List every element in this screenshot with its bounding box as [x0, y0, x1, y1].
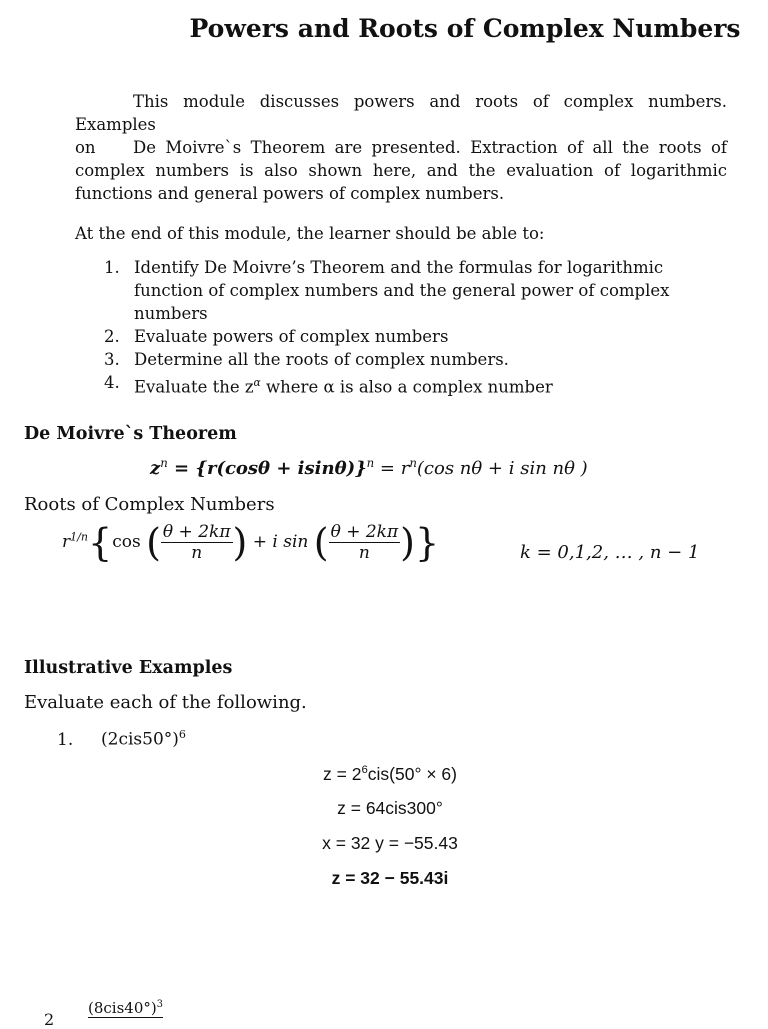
roots-heading: Roots of Complex Numbers [24, 494, 275, 515]
intro-line2-prefix: on [75, 138, 96, 157]
example-2-expr: $(8cis40^\circ)^3$ [88, 999, 163, 1017]
objective-item: 4. Evaluate the $z^\alpha$ where α is also a complex number [104, 373, 553, 397]
objective-item: 2. Evaluate powers of complex numbers [104, 327, 449, 346]
examples-instruction: Evaluate each of the following. [24, 692, 307, 713]
intro-line2: De Moivre`s Theorem are presented. Extraction of all the roots of [133, 138, 727, 157]
example-1: 1. $(2cis50^\circ)^6$ [57, 728, 186, 750]
examples-heading: Illustrative Examples [24, 658, 233, 678]
work-step: x = 32 y = −55.43 [322, 833, 458, 853]
intro-paragraph [75, 90, 727, 205]
demoivre-formula: $z^n = \{r(\cos\theta + isin\theta)\}^n = r^n(\cos$ nθ + i sin nθ ) [150, 456, 588, 479]
objectives-list [104, 256, 734, 399]
objective-item: 3. Determine all the roots of complex numbers. [104, 350, 509, 369]
fraction: $\frac{\theta + 2k\pi}{n}$ [330, 522, 399, 563]
roots-formula: $r^{1/n}\{\cos$ ( $\frac{\theta + 2k\pi}{n}$ ) + i sin ( $\frac{\theta + 2k\pi}{n}$ )} [62, 520, 440, 565]
fraction: $\frac{\theta + 2k\pi}{n}$ [162, 522, 231, 563]
objective-item: 1. Identify De Moivre’s Theorem and the formulas for logarithmic function of complex numbers and the general power of complex numbers [104, 258, 670, 323]
k-condition: k = 0,1,2, … , n − 1 [520, 542, 700, 563]
demoivre-heading: De Moivre`s Theorem [24, 424, 237, 444]
work-result: z = 32 − 55.43i [331, 868, 449, 888]
work-step: $z = 2^6cis(50^\circ \times 6)$ [323, 764, 457, 784]
work-step: z = 64cis300° [337, 798, 443, 818]
page-title: Powers and Roots of Complex Numbers [189, 14, 741, 43]
example-2-number: 2 [44, 1010, 55, 1029]
intro-line1: This module discusses powers and roots of complex numbers. Examples [75, 92, 727, 134]
objectives-lead: At the end of this module, the learner should be able to: [75, 224, 545, 243]
intro-rest: complex numbers is also shown here, and the evaluation of logarithmic functions and general powers of complex numbers. [75, 161, 727, 203]
